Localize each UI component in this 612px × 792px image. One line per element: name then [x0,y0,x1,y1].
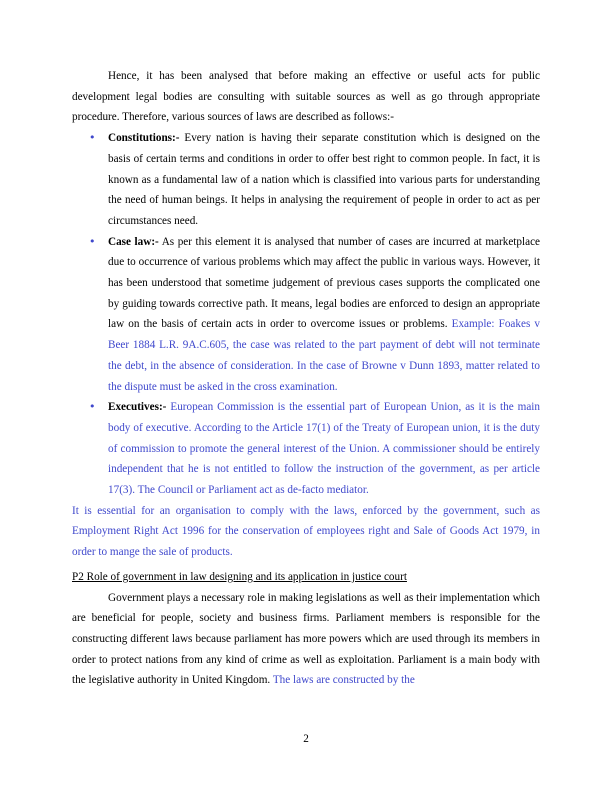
section-heading: P2 Role of government in law designing and its application in justice court [72,570,407,583]
sources-list [72,128,540,501]
bullet-icon: • [89,131,96,145]
government-paragraph [72,588,540,692]
document-page [72,66,540,691]
case-example-text: Example: Foakes v Beer 1884 L.R. 9A.C.605, the case was related to the part payment of debt will not terminate the debt, in the absence of consideration. In the case of Browne v Dunn 1893, matter related to the dispute must be asked in the cross examination. [108,318,540,393]
list-item-executives [89,397,540,501]
government-text: Government plays a necessary role in making legislations as well as their implementation which are beneficial for people, society and business firms. Parliament members is responsible for the constructing different laws because parliament has more powers which are used through its members in order to protect nations from any kind of crime as well as exploitation. Parliament is a main body with the legislative authority in United Kingdom. [72,591,540,687]
intro-paragraph: Hence, it has been analysed that before making an effective or useful acts for public development legal bodies are consulting with suitable sources as well as go through appropriate procedure. Therefore, various sources of laws are described as follows:- [72,70,540,124]
list-item-case-law [89,232,540,398]
term-label: Executives:- [108,401,167,414]
bullet-icon: • [89,234,96,248]
essential-paragraph: It is essential for an organisation to comply with the laws, enforced by the government, such as Employment Right Act 1996 for the conservation of employees right and Sale of Goods Act 1979, in order to mange the sale of products. [72,504,540,559]
list-item-constitutions [89,128,540,232]
item-text: Every nation is having their separate constitution which is designed on the basis of certain terms and conditions in order to offer best right to common people. In fact, it is known as a fundamental law of a nation which is classified into various parts for understanding the need of human beings. It helps in analysing the requirement of people in order to act as per circumstances need. [108,132,540,227]
government-highlight-text: The laws are constructed by the [272,674,415,687]
page-number: 2 [303,733,309,745]
executive-detail-text: European Commission is the essential part of European Union, as it is the main body of executive. According to the Article 17(1) of the Treaty of European union, it is the duty of commission to promote the general interest of the Union. A commissioner should be entirely independent that he is not entitled to follow the instruction of the government, as per article 17(3). The Council or Parliament act as de-facto mediator. [108,401,540,497]
term-label: Constitutions:- [108,132,180,145]
term-label: Case law:- [108,235,159,248]
item-text: As per this element it is analysed that number of cases are incurred at marketplace due to occurrence of various problems which may affect the public in various ways. However, it has been understood that sometime judgement of previous cases supports the complicated one by guiding towards corrective path. It means, legal bodies are enforced to design an appropriate law on the basis of certain acts in order to overcome issues or problems. [108,235,540,331]
bullet-icon: • [89,400,96,414]
